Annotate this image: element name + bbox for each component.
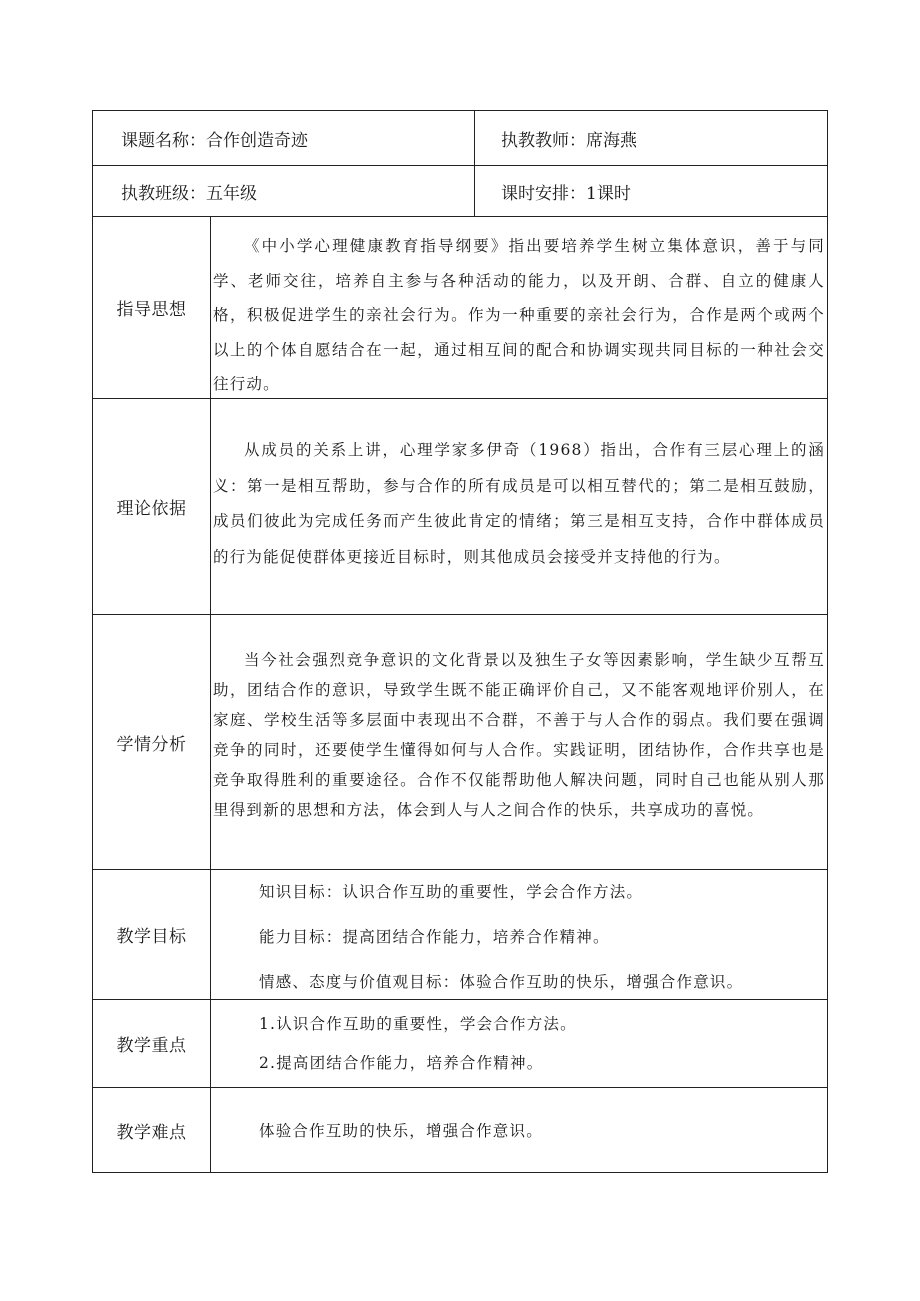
time-value: 1课时 [586,183,631,204]
guiding-row [93,217,827,399]
key-points-row [93,1000,827,1088]
teacher-label: 执教教师： [501,130,586,151]
guiding-text: 《中小学心理健康教育指导纲要》指出要培养学生树立集体意识，善于与同学、老师交往，培养自主参与各种活动的能力，以及开朗、合群、自立的健康人格，积极促进学生的亲社会行为。作为一种重要的亲社会行为，合作是两个或两个以上的个体自愿结合在一起，通过相互间的配合和协调实现共同目标的一种社会交往行动。 [213,237,825,393]
difficulty-content [211,1088,827,1172]
lesson-plan-table [92,110,828,1173]
class-label: 执教班级： [121,183,206,204]
goal-ability: 能力目标：提高团结合作能力，培养合作精神。 [259,928,610,946]
difficulty-row [93,1088,827,1172]
theory-row [93,399,827,615]
class-value: 五年级 [206,183,257,204]
goals-label: 教学目标 [93,870,211,999]
theory-text: 从成员的关系上讲，心理学家多伊奇（1968）指出，合作有三层心理上的涵义：第一是相互帮助，参与合作的所有成员是可以相互替代的；第二是相互鼓励，成员们彼此为完成任务而产生彼此肯定的情绪；第三是相互支持，合作中群体成员的行为能促使群体更接近目标时，则其他成员会接受并支持他的行为。 [213,441,825,566]
teacher-value: 席海燕 [586,130,637,151]
course-name-label: 课题名称： [121,130,206,151]
goals-row [93,870,827,1000]
header-row-1 [93,111,827,166]
key-point-2: 2.提高团结合作能力，培养合作精神。 [259,1054,544,1072]
theory-label: 理论依据 [93,399,211,614]
key-point-1: 1.认识合作互助的重要性，学会合作方法。 [259,1015,577,1033]
goal-knowledge: 知识目标：认识合作互助的重要性，学会合作方法。 [259,883,644,901]
guiding-label: 指导思想 [93,217,211,398]
guiding-content [211,217,827,398]
header-row-2 [93,166,827,217]
analysis-row [93,615,827,870]
time-label: 课时安排： [501,183,586,204]
time-cell [475,166,827,216]
analysis-text: 当今社会强烈竞争意识的文化背景以及独生子女等因素影响，学生缺少互帮互助，团结合作的意识，导致学生既不能正确评价自己，又不能客观地评价别人，在家庭、学校生活等多层面中表现出不合群，不善于与人合作的弱点。我们要在强调竞争的同时，还要使学生懂得如何与人合作。实践证明，团结协作，合作共享也是竞争取得胜利的重要途径。合作不仅能帮助他人解决问题，同时自己也能从别人那里得到新的思想和方法，体会到人与人之间合作的快乐，共享成功的喜悦。 [213,651,825,819]
analysis-content [211,615,827,869]
key-points-label: 教学重点 [93,1000,211,1087]
difficulty-label: 教学难点 [93,1088,211,1172]
theory-content [211,399,827,614]
key-points-content [211,1000,827,1087]
goals-content [211,870,827,999]
teacher-cell [475,111,827,165]
goal-emotion: 情感、态度与价值观目标：体验合作互助的快乐，增强合作意识。 [259,973,744,991]
analysis-label: 学情分析 [93,615,211,869]
course-name-value: 合作创造奇迹 [206,130,308,151]
course-name-cell [93,111,475,165]
difficulty-text: 体验合作互助的快乐，增强合作意识。 [259,1122,543,1140]
class-cell [93,166,475,216]
